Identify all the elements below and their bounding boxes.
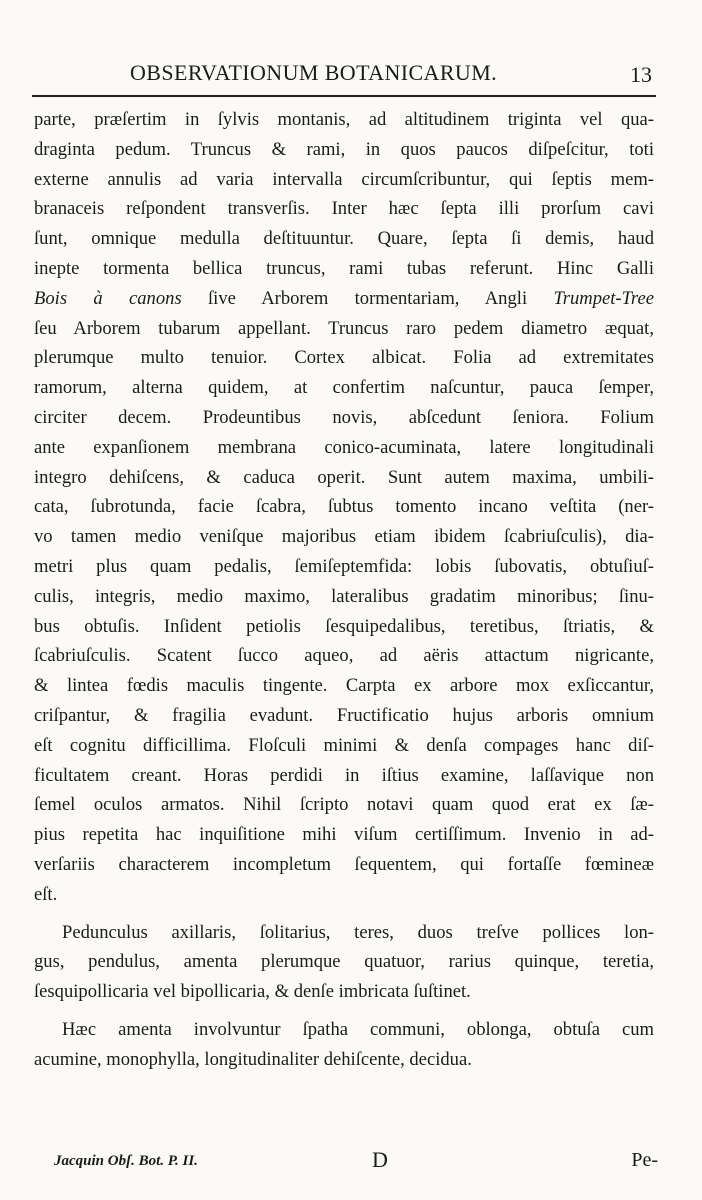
text-line: ante expanſionem membrana conico-acuminata, latere longitudinali bbox=[34, 436, 654, 458]
paragraph-1 bbox=[34, 105, 654, 910]
text-line: & lintea fœdis maculis tingente. Carpta ex arbore mox exſiccantur, bbox=[34, 675, 654, 697]
text-line: circiter decem. Prodeuntibus novis, abſcedunt ſeniora. Folium bbox=[34, 406, 654, 428]
body-text bbox=[34, 105, 654, 1075]
text-line: externe annulis ad varia intervalla circumſcribuntur, qui ſeptis mem- bbox=[34, 168, 654, 190]
text-line: parte, præſertim in ſylvis montanis, ad altitudinem triginta vel qua- bbox=[34, 109, 654, 130]
page-number: 13 bbox=[630, 62, 652, 87]
text-line: culis, integris, medio maximo, lateralibus gradatim minoribus; ſinu- bbox=[34, 585, 654, 607]
text-line: branaceis reſpondent transverſis. Inter hæc ſepta illi prorſum cavi bbox=[34, 198, 654, 220]
text-line: cata, ſubrotunda, facie ſcabra, ſubtus tomento incano veſtita (ner- bbox=[34, 496, 654, 518]
text-line: Bois à canons ſive Arborem tormentariam, Angli Trumpet-Tree bbox=[34, 287, 654, 309]
text-line: draginta pedum. Truncus & rami, in quos paucos diſpeſcitur, toti bbox=[34, 138, 654, 160]
paragraph-3 bbox=[34, 1015, 654, 1075]
running-title: OBSERVATIONUM BOTANICARUM. bbox=[130, 60, 498, 85]
page-footer bbox=[34, 1147, 658, 1177]
header-rule bbox=[32, 95, 656, 97]
paragraph-2 bbox=[34, 918, 654, 1007]
text-line: plerumque multo tenuior. Cortex albicat. Folia ad extremitates bbox=[34, 347, 654, 369]
text-line: ramorum, alterna quidem, at confertim naſcuntur, pauca ſemper, bbox=[34, 377, 654, 399]
paragraph-gap bbox=[34, 1007, 654, 1015]
text-line: eſt. bbox=[34, 883, 58, 905]
text-line: ſunt, omnique medulla deſtituuntur. Quare, ſepta ſi demis, haud bbox=[34, 228, 654, 250]
paragraph-gap bbox=[34, 910, 654, 918]
text-line: criſpantur, & fragilia evadunt. Fructificatio hujus arboris omnium bbox=[34, 704, 654, 726]
text-line: gus, pendulus, amenta plerumque quatuor, rarius quinque, teretia, bbox=[34, 951, 654, 973]
catchword: Pe- bbox=[631, 1149, 658, 1171]
text-line: Hæc amenta involvuntur ſpatha communi, oblonga, obtuſa cum bbox=[62, 1018, 654, 1040]
text-line: inepte tormenta bellica truncus, rami tubas referunt. Hinc Galli bbox=[34, 257, 654, 279]
text-line: eſt cognitu difficillima. Floſculi minimi & denſa compages hanc diſ- bbox=[34, 734, 654, 756]
text-line: verſariis characterem incompletum ſequentem, qui fortaſſe fœmineæ bbox=[34, 853, 654, 875]
text-line: ſemel oculos armatos. Nihil ſcripto notavi quam quod erat ex ſæ- bbox=[34, 794, 654, 816]
text-line: ſcabriuſculis. Scatent ſucco aqueo, ad aëris attactum nigricante, bbox=[34, 645, 654, 667]
footer-source: Jacquin Obſ. Bot. P. II. bbox=[54, 1153, 198, 1169]
text-line: ſeu Arborem tubarum appellant. Truncus raro pedem diametro æquat, bbox=[34, 317, 654, 339]
text-line: bus obtuſis. Inſident petiolis ſesquipedalibus, teretibus, ſtriatis, & bbox=[34, 615, 654, 637]
running-head bbox=[34, 56, 658, 92]
text-line: ſesquipollicaria vel bipollicaria, & denſe imbricata ſuſtinet. bbox=[34, 981, 471, 1003]
text-line: metri plus quam pedalis, ſemiſeptemfida: lobis ſubovatis, obtuſiuſ- bbox=[34, 555, 654, 577]
text-line: acumine, monophylla, longitudinaliter dehiſcente, decidua. bbox=[34, 1048, 472, 1070]
text-line: integro dehiſcens, & caduca operit. Sunt autem maxima, umbili- bbox=[34, 466, 654, 488]
text-line: vo tamen medio veniſque majoribus etiam ibidem ſcabriuſculis), dia- bbox=[34, 526, 654, 548]
signature-mark: D bbox=[372, 1147, 388, 1172]
text-line: Pedunculus axillaris, ſolitarius, teres, duos treſve pollices lon- bbox=[62, 921, 654, 943]
text-line: ficultatem creant. Horas perdidi in iſtius examine, laſſavique non bbox=[34, 764, 654, 786]
text-line: pius repetita hac inquiſitione mihi viſum certiſſimum. Invenio in ad- bbox=[34, 824, 654, 846]
